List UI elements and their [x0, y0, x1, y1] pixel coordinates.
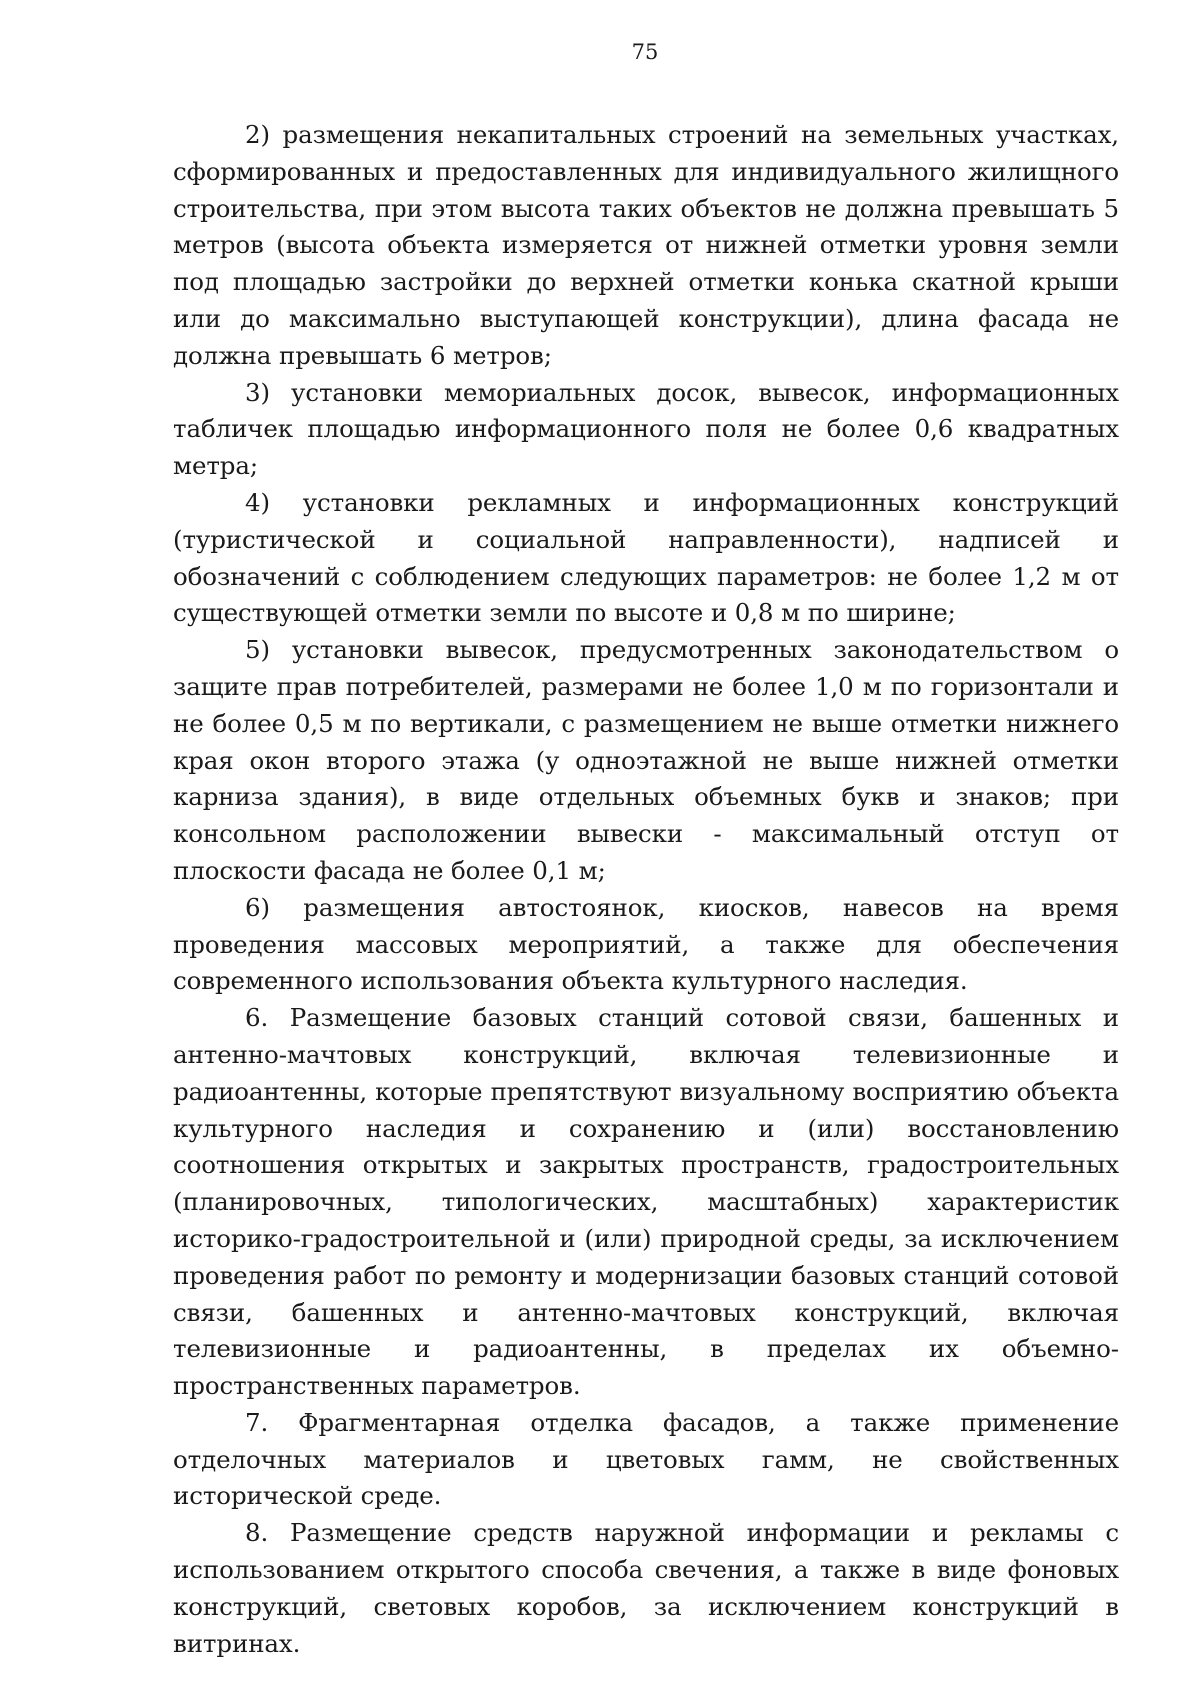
page-number: 75 [631, 40, 659, 64]
paragraph-item-2: 2) размещения некапитальных строений на земельных участках, сформированных и предоставленных для индивидуального жилищного строительства, при этом высота таких объектов не должна превышать 5 метров (высота объекта измеряется от нижней отметки уровня земли под площадью застройки до верхней отметки конька скатной крыши или до максимально выступающей конструкции), длина фасада не должна превышать 6 метров; [173, 120, 1119, 370]
paragraph-section-7: 7. Фрагментарная отделка фасадов, а также применение отделочных материалов и цветовых гамм, не свойственных исторической среде. [173, 1407, 1119, 1511]
paragraph-item-3: 3) установки мемориальных досок, вывесок, информационных табличек площадью информационного поля не более 0,6 квадратных метра; [173, 377, 1119, 481]
paragraph-section-6: 6. Размещение базовых станций сотовой связи, башенных и антенно-мачтовых конструкций, включая телевизионные и радиоантенны, которые препятствуют визуальному восприятию объекта культурного наследия и сохранению и (или) восстановлению соотношения открытых и закрытых пространств, градостроительных (планировочных, типологических, масштабных) характеристик историко-градостроительной и (или) природной среды, за исключением проведения работ по ремонту и модернизации базовых станций сотовой связи, башенных и антенно-мачтовых конструкций, включая телевизионные и радиоантенны, в пределах их объемно-пространственных параметров. [173, 1003, 1119, 1401]
paragraph-section-8: 8. Размещение средств наружной информации и рекламы с использованием открытого способа свечения, а также в виде фоновых конструкций, световых коробов, за исключением конструкций в витринах. [173, 1518, 1119, 1658]
document-body [173, 117, 1119, 1662]
paragraph-item-6: 6) размещения автостоянок, киосков, навесов на время проведения массовых мероприятий, а также для обеспечения современного использования объекта культурного наследия. [173, 892, 1119, 996]
paragraph-item-4: 4) установки рекламных и информационных конструкций (туристической и социальной направленности), надписей и обозначений с соблюдением следующих параметров: не более 1,2 м от существующей отметки земли по высоте и 0,8 м по ширине; [173, 487, 1119, 628]
paragraph-item-5: 5) установки вывесок, предусмотренных законодательством о защите прав потребителей, размерами не более 1,0 м по горизонтали и не более 0,5 м по вертикали, с размещением не выше отметки нижнего края окон второго этажа (у одноэтажной не выше нижней отметки карниза здания), в виде отдельных объемных букв и знаков; при консольном расположении вывески - максимальный отступ от плоскости фасада не более 0,1 м; [173, 635, 1119, 885]
